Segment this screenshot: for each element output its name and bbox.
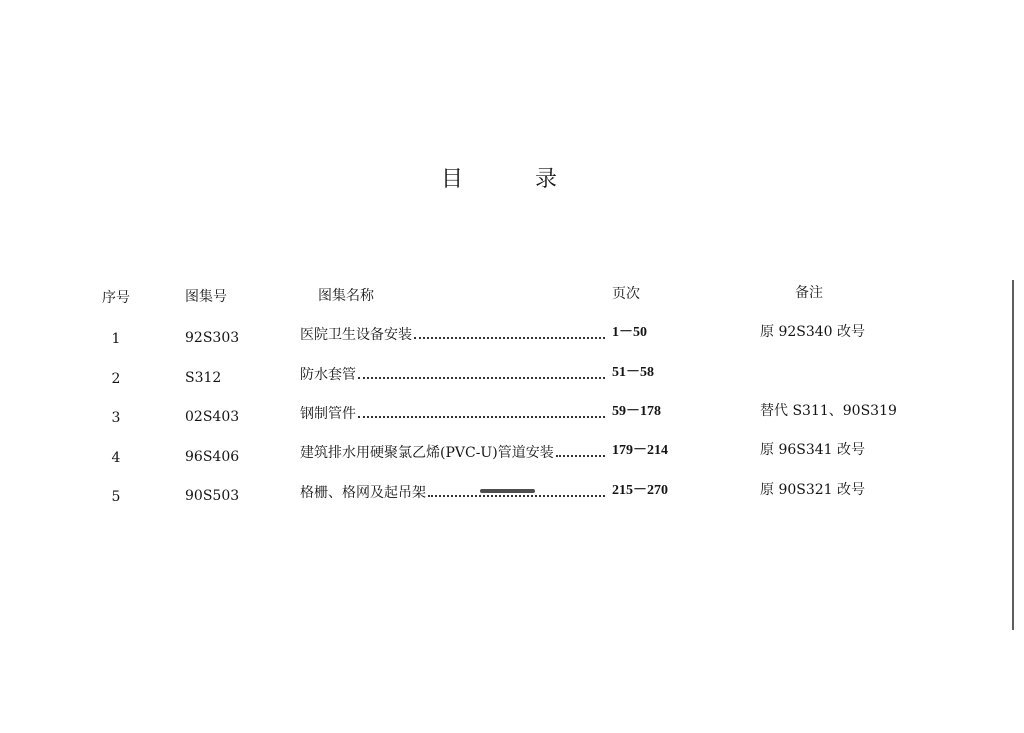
header-seq: 序号 xyxy=(102,290,130,306)
row-name-text: 防水套管 xyxy=(300,367,356,383)
title-char-right: 录 xyxy=(535,167,560,192)
dot-leader xyxy=(358,406,605,418)
row-name xyxy=(300,444,605,462)
row-name xyxy=(300,326,605,344)
row-name xyxy=(300,405,605,423)
header-name: 图集名称 xyxy=(318,288,374,304)
row-note: 原 90S321 改号 xyxy=(760,482,866,498)
row-seq: 2 xyxy=(111,371,121,387)
scan-edge-line xyxy=(1012,280,1014,630)
row-note: 原 96S341 改号 xyxy=(760,442,866,458)
row-note: 原 92S340 改号 xyxy=(760,324,866,340)
row-seq: 3 xyxy=(111,410,121,426)
header-code: 图集号 xyxy=(185,289,227,305)
row-name xyxy=(300,366,605,384)
row-note: 替代 S311、90S319 xyxy=(760,403,897,419)
row-name-text: 格栅、格网及起吊架 xyxy=(300,485,426,501)
row-name-text: 建筑排水用硬聚氯乙烯(PVC-U)管道安装 xyxy=(300,445,554,461)
row-code: 90S503 xyxy=(185,488,240,504)
dot-leader xyxy=(414,327,605,339)
row-code: 02S403 xyxy=(185,409,240,425)
row-pages: 59－178 xyxy=(612,404,661,419)
row-pages: 1－50 xyxy=(612,325,647,340)
row-pages: 215－270 xyxy=(612,483,668,498)
row-code: 96S406 xyxy=(185,449,240,465)
page-title xyxy=(0,162,1000,193)
row-code: 92S303 xyxy=(185,330,240,346)
header-pages: 页次 xyxy=(612,286,640,302)
dot-leader xyxy=(358,367,605,379)
row-name-text: 钢制管件 xyxy=(300,406,356,422)
dot-leader xyxy=(556,445,605,457)
row-name-text: 医院卫生设备安装 xyxy=(300,327,412,343)
row-seq: 1 xyxy=(111,331,121,347)
row-name xyxy=(300,484,605,502)
row-pages: 179－214 xyxy=(612,443,668,458)
header-note: 备注 xyxy=(795,285,823,301)
scan-smudge xyxy=(480,489,535,493)
row-seq: 5 xyxy=(111,489,121,505)
title-char-left: 目 xyxy=(440,167,465,192)
row-pages: 51－58 xyxy=(612,365,654,380)
row-code: S312 xyxy=(185,370,222,386)
row-seq: 4 xyxy=(111,450,121,466)
